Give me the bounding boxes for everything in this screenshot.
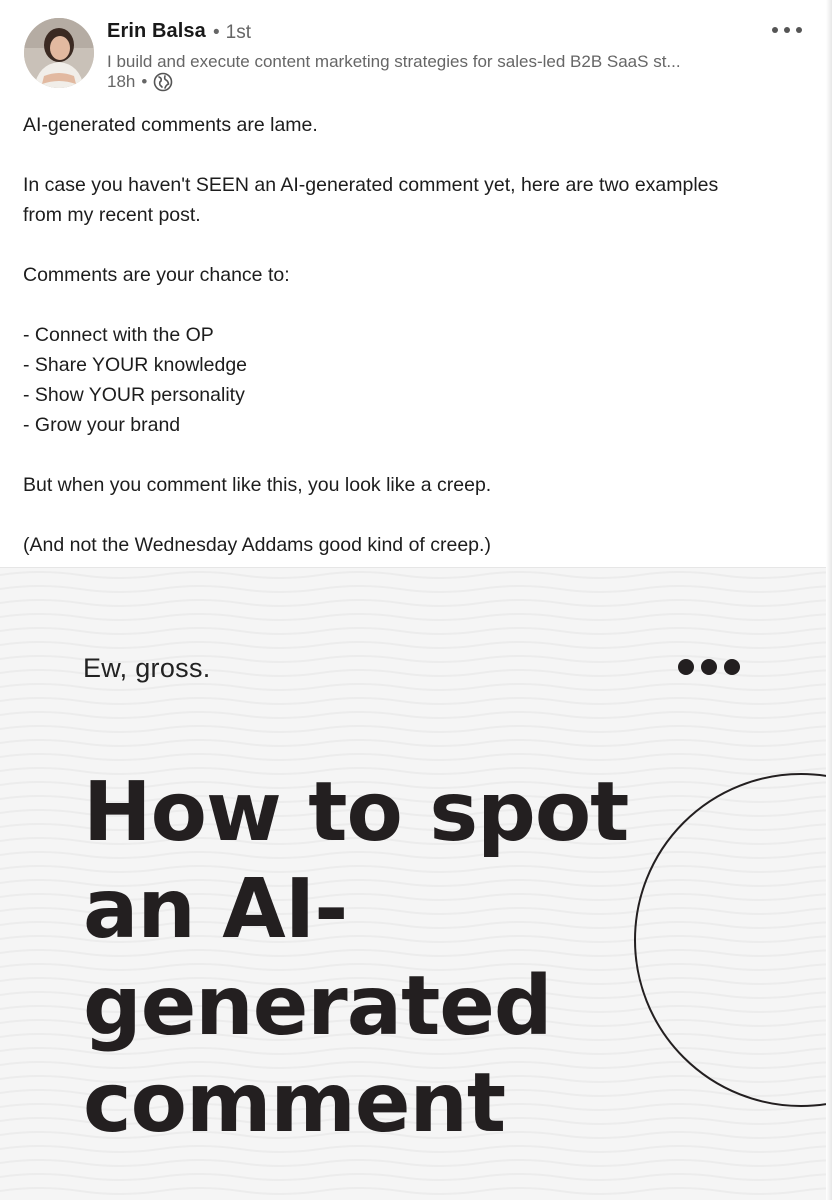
bullet-item: - Show YOUR personality — [23, 384, 245, 406]
post-line: AI-generated comments are lame. — [23, 114, 318, 136]
bullet-item: - Share YOUR knowledge — [23, 354, 248, 376]
dot — [678, 659, 694, 675]
bullet-item: - Connect with the OP — [23, 324, 214, 346]
author-name[interactable]: Erin Balsa — [107, 20, 206, 42]
post-image[interactable] — [0, 567, 826, 1200]
post-time: 18h — [107, 72, 136, 91]
separator-dot: • — [141, 72, 148, 91]
separator-dot: • — [213, 22, 220, 43]
dot — [701, 659, 717, 675]
post-line: In case you haven't SEEN an AI-generated comment yet, here are two examples — [23, 174, 719, 196]
post-line: from my recent post. — [23, 204, 201, 226]
avatar[interactable] — [24, 18, 94, 88]
title-line: How to spot — [83, 765, 629, 860]
dot — [772, 27, 778, 33]
degree-label: 1st — [225, 22, 252, 43]
post-line: But when you comment like this, you look like a creep. — [23, 474, 492, 496]
title-line: generated — [83, 959, 552, 1054]
three-dots-icon — [678, 659, 740, 675]
post-meta — [107, 72, 173, 92]
connection-degree — [213, 22, 251, 44]
dot — [796, 27, 802, 33]
author-headline: I build and execute content marketing strategies for sales-led B2B SaaS st... — [107, 52, 681, 71]
post-text — [23, 110, 803, 560]
more-options-icon[interactable] — [772, 20, 802, 40]
globe-icon — [153, 72, 173, 92]
post-line: Comments are your chance to: — [23, 264, 290, 286]
bullet-item: - Grow your brand — [23, 414, 181, 436]
dot — [724, 659, 740, 675]
dot — [784, 27, 790, 33]
image-title — [83, 764, 643, 1152]
title-line: an AI- — [83, 862, 348, 957]
title-line: comment — [83, 1056, 506, 1151]
scroll-edge — [826, 0, 832, 1200]
post-line: (And not the Wednesday Addams good kind of creep.) — [23, 534, 491, 556]
image-kicker: Ew, gross. — [83, 653, 211, 683]
profile-photo — [24, 18, 94, 88]
